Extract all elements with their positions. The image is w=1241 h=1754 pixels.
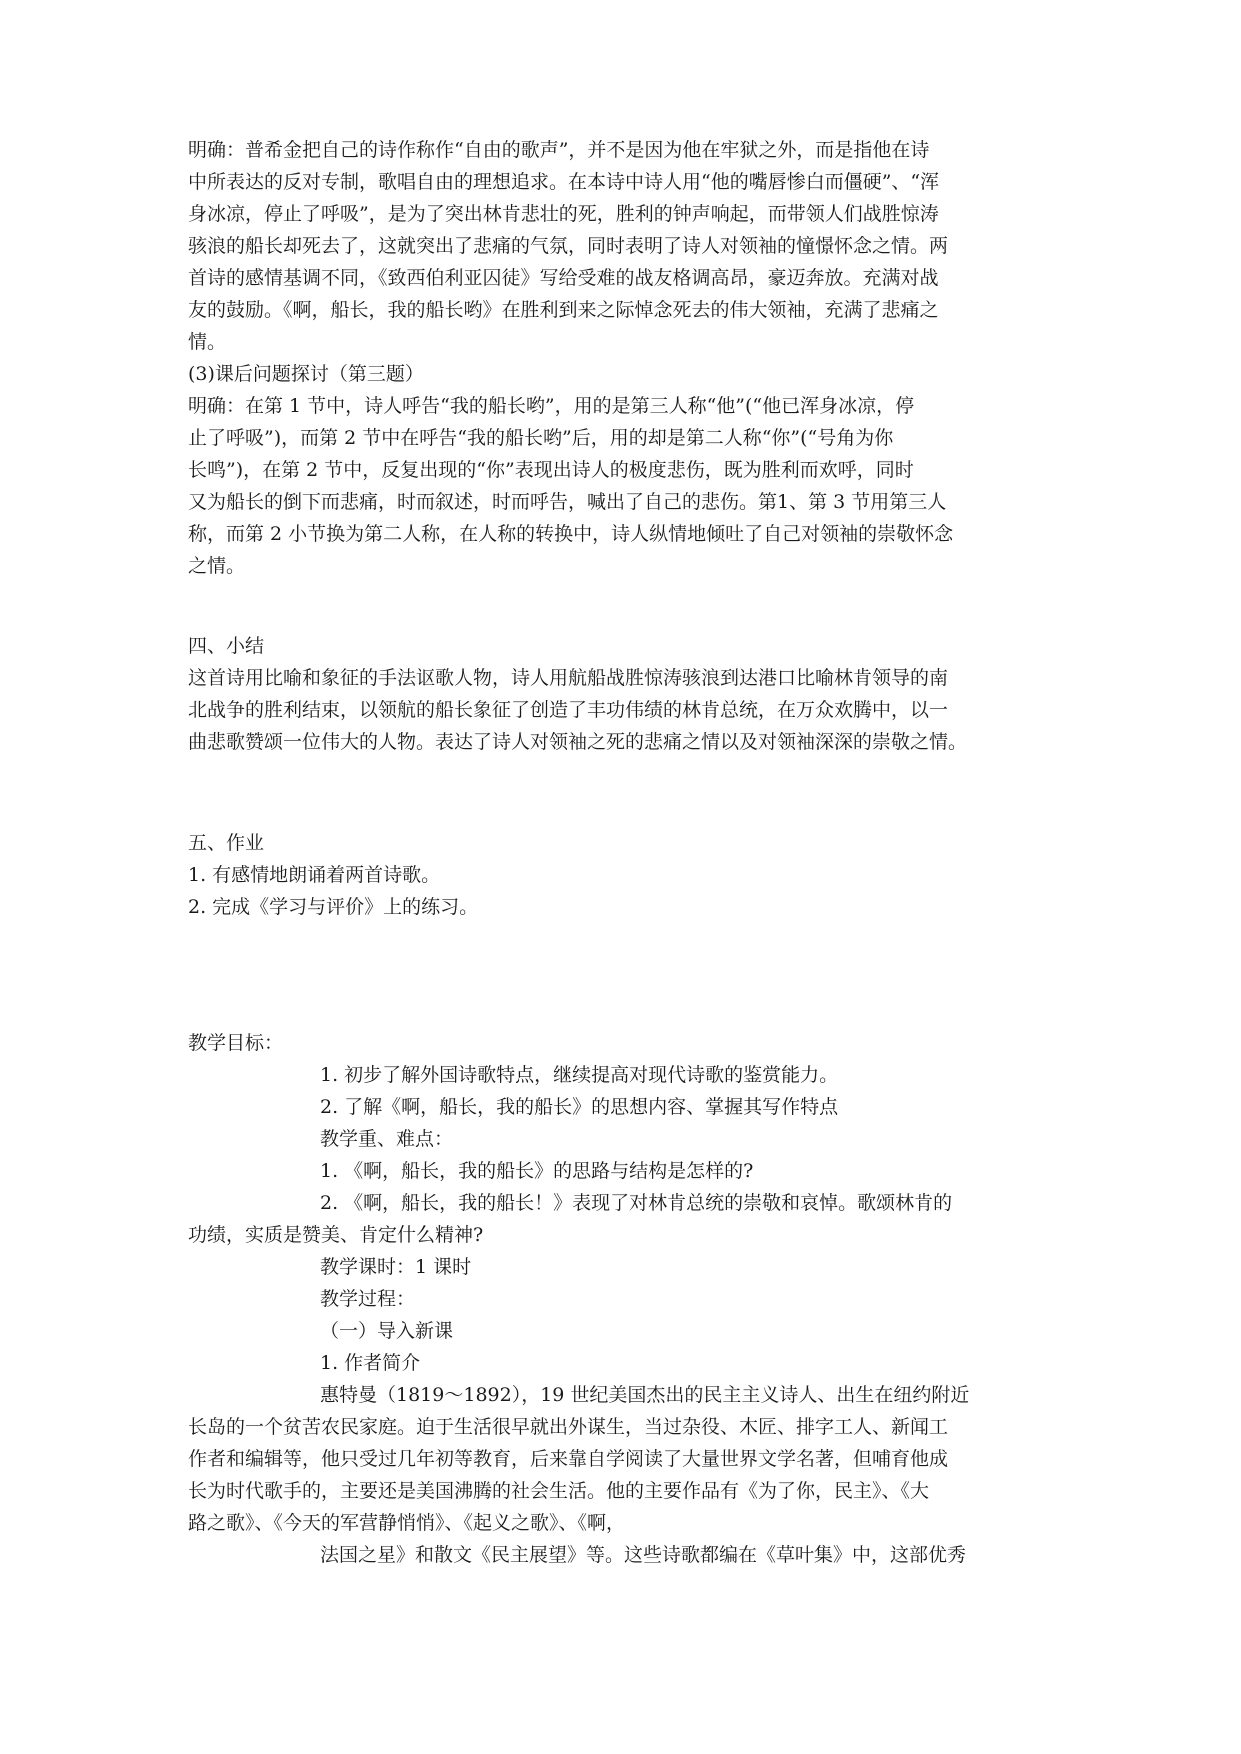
objectives-label: 教学目标： [188,1032,284,1054]
paragraph-line: 之情。 [188,555,246,577]
subsection-heading: (3)课后问题探讨（第三题） [188,363,424,385]
paragraph-line: 功绩，实质是赞美、肯定什么精神? [188,1224,484,1246]
homework-item: 1. 有感情地朗诵着两首诗歌。 [188,864,441,886]
section-heading-homework: 五、作业 [188,832,265,854]
objective-item: 2. 了解《啊，船长，我的船长》的思想内容、掌握其写作特点 [320,1096,839,1118]
author-label: 1. 作者简介 [320,1352,421,1374]
class-hours: 教学课时：1 课时 [320,1256,472,1278]
paragraph-line: 路之歌》、《今天的军营静悄悄》、《起义之歌》、《啊， [188,1512,626,1534]
paragraph-line: 长鸣”)，在第 2 节中，反复出现的“你”表现出诗人的极度悲伤，既为胜利而欢呼，同时 [188,459,914,481]
paragraph-line: 长岛的一个贫苦农民家庭。迫于生活很早就出外谋生，当过杂役、木匠、排字工人、新闻工 [188,1416,949,1438]
paragraph-line: 称，而第 2 小节换为第二人称，在人称的转换中，诗人纵情地倾吐了自己对领袖的崇敬怀念 [188,523,954,545]
process-label: 教学过程： [320,1288,416,1310]
paragraph-line: 明确：在第 1 节中，诗人呼告“我的船长哟”，用的是第三人称“他”(“他已浑身冰凉，停 [188,395,915,417]
paragraph-line: 中所表达的反对专制，歌唱自由的理想追求。在本诗中诗人用“他的嘴唇惨白而僵硬”、“浑 [188,171,940,193]
paragraph-line: 法国之星》和散文《民主展望》等。这些诗歌都编在《草叶集》中，这部优秀 [320,1544,967,1566]
paragraph-line: 骇浪的船长却死去了，这就突出了悲痛的气氛，同时表明了诗人对领袖的憧憬怀念之情。两 [188,235,949,257]
key-point-item: 2. 《啊，船长，我的船长！》表现了对林肯总统的崇敬和哀悼。歌颂林肯的 [320,1192,953,1214]
intro-heading: （一）导入新课 [320,1320,454,1342]
homework-item: 2. 完成《学习与评价》上的练习。 [188,896,479,918]
paragraph-line: 止了呼吸”)，而第 2 节中在呼告“我的船长哟”后，用的却是第二人称“你”(“号角为你 [188,427,894,449]
paragraph-line: 作者和编辑等，他只受过几年初等教育，后来靠自学阅读了大量世界文学名著，但哺育他成 [188,1448,949,1470]
section-heading-summary: 四、小结 [188,635,265,657]
paragraph-line: 长为时代歌手的，主要还是美国沸腾的社会生活。他的主要作品有《为了你，民主》、《大 [188,1480,930,1502]
objective-item: 1. 初步了解外国诗歌特点，继续提高对现代诗歌的鉴赏能力。 [320,1064,839,1086]
key-point-item: 1. 《啊，船长，我的船长》的思路与结构是怎样的? [320,1160,754,1182]
paragraph-line: 情。 [188,331,227,353]
paragraph-line: 这首诗用比喻和象征的手法讴歌人物，诗人用航船战胜惊涛骇浪到达港口比喻林肯领导的南 [188,667,949,689]
paragraph-line: 明确：普希金把自己的诗作称作“自由的歌声”，并不是因为他在牢狱之外，而是指他在诗 [188,139,930,161]
paragraph-line: 曲悲歌赞颂一位伟大的人物。表达了诗人对领袖之死的悲痛之情以及对领袖深深的崇敬之情。 [188,731,968,753]
paragraph-line: 又为船长的倒下而悲痛，时而叙述，时而呼告，喊出了自己的悲伤。第1、第 3 节用第三人 [188,491,947,513]
paragraph-line: 友的鼓励。《啊，船长，我的船长哟》在胜利到来之际悼念死去的伟大领袖，充满了悲痛之 [188,299,939,321]
key-points-label: 教学重、难点： [320,1128,454,1150]
paragraph-line: 首诗的感情基调不同，《致西伯利亚囚徒》写给受难的战友格调高昂，豪迈奔放。充满对战 [188,267,939,289]
paragraph-line: 惠特曼（1819～1892），19 世纪美国杰出的民主主义诗人、出生在纽约附近 [320,1384,970,1406]
paragraph-line: 身冰凉，停止了呼吸”，是为了突出林肯悲壮的死，胜利的钟声响起，而带领人们战胜惊涛 [188,203,939,225]
paragraph-line: 北战争的胜利结束，以领航的船长象征了创造了丰功伟绩的林肯总统，在万众欢腾中，以一 [188,699,949,721]
